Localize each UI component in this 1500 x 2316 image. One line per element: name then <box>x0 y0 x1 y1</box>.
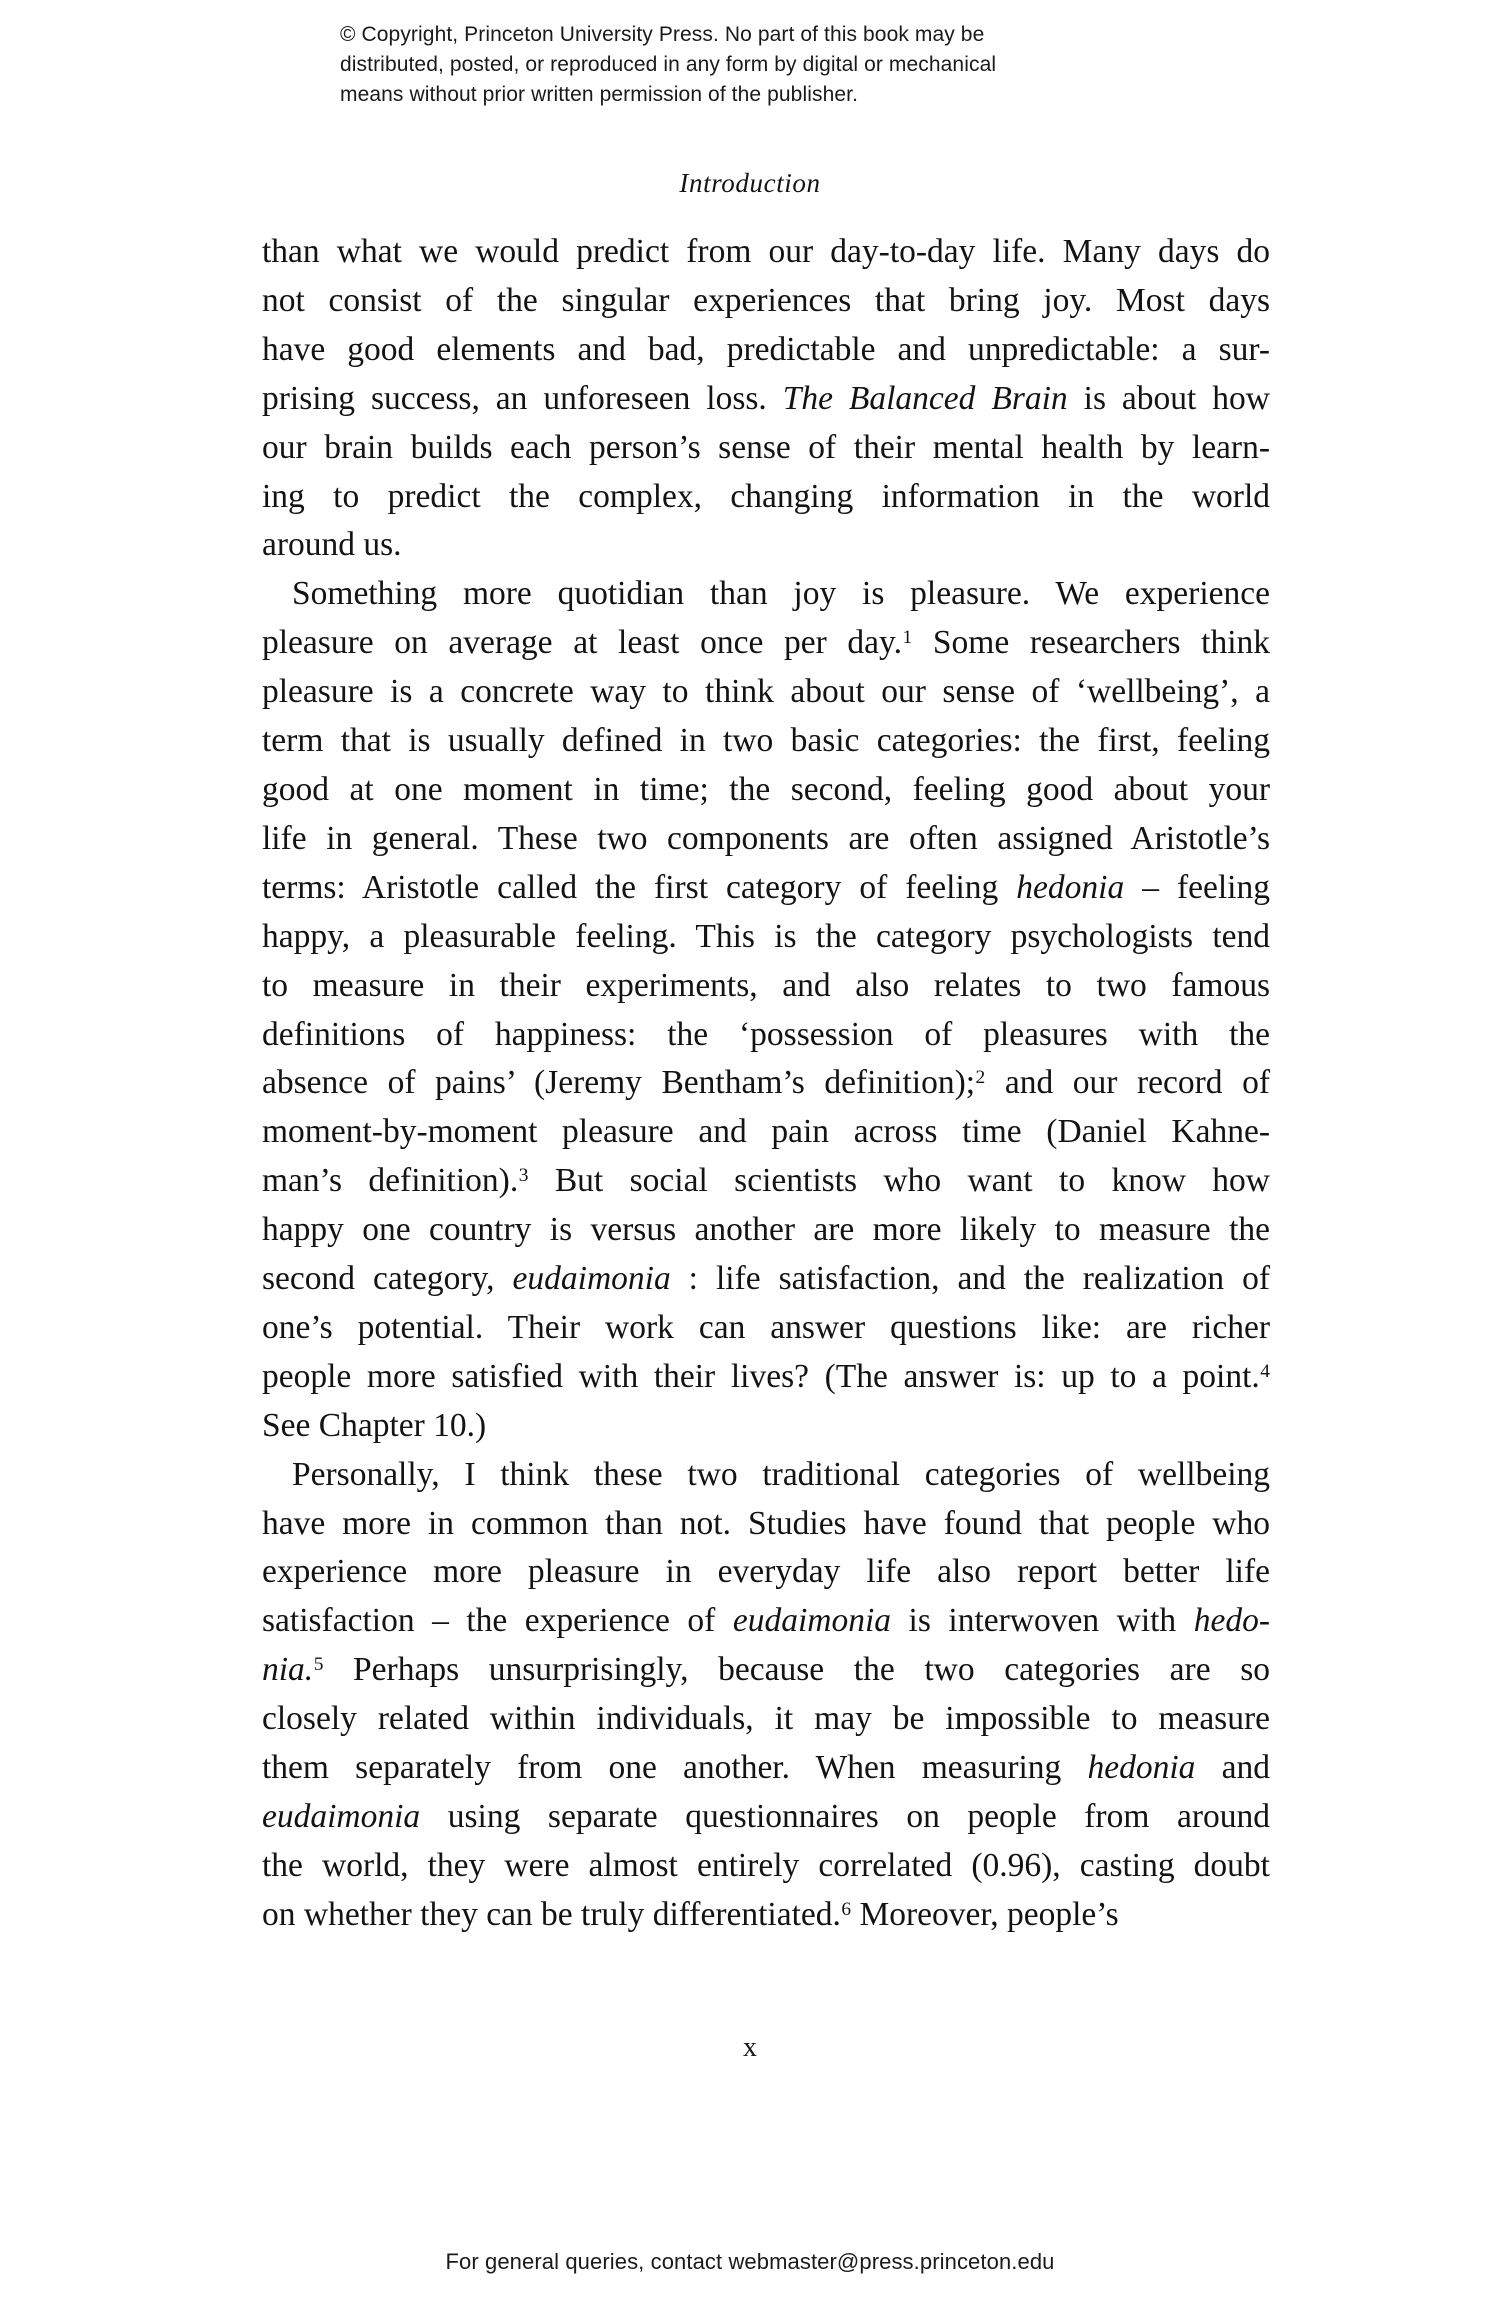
line-segment: Some researchers think <box>912 624 1270 662</box>
line-segment: pleasure on average at least once per day. <box>262 624 902 662</box>
text-line: closely related within individuals, it may be impossible to measure <box>262 1700 1270 1738</box>
line-segment: absence of pains’ (Jeremy Bentham’s definition); <box>262 1064 976 1102</box>
text-line: around us. <box>262 526 402 564</box>
text-line <box>262 1059 1270 1108</box>
body-text <box>262 228 1270 1940</box>
term-hedonia-italic: hedo- <box>1193 1602 1270 1640</box>
text-line <box>262 1255 1270 1304</box>
text-line <box>262 1891 1270 1940</box>
line-segment: – feeling <box>1124 868 1270 906</box>
text-line: pleasure is a concrete way to think about our sense of ‘wellbeing’, a <box>262 673 1270 711</box>
text-line: have more in common than not. Studies have found that people who <box>262 1504 1270 1542</box>
text-line <box>262 1793 1270 1842</box>
text-line <box>262 1353 1270 1402</box>
copyright-line-1: © Copyright, Princeton University Press. No part of this book may be <box>340 23 985 46</box>
line-segment: satisfaction – the experience of <box>262 1602 733 1640</box>
text-line: one’s potential. Their work can answer questions like: are richer <box>262 1308 1270 1346</box>
copyright-line-2: distributed, posted, or reproduced in any form by digital or mechanical <box>340 52 997 76</box>
text-line: Personally, I think these two traditional categories of wellbeing <box>292 1455 1270 1493</box>
line-segment: second category, <box>262 1260 513 1298</box>
term-eudaimonia-italic: eudaimonia <box>512 1260 671 1298</box>
text-line: have good elements and bad, predictable and unpredictable: a sur- <box>262 330 1270 368</box>
line-segment: using separate questionnaires on people from around <box>420 1798 1270 1835</box>
footnote-marker-5: 5 <box>313 1654 324 1676</box>
running-head: Introduction <box>679 168 821 198</box>
line-segment: prising success, an unforeseen loss. <box>262 379 783 417</box>
footnote-marker-3: 3 <box>518 1165 529 1187</box>
text-line: term that is usually defined in two basic categories: the first, feeling <box>262 722 1270 760</box>
line-segment: them separately from one another. When measuring <box>262 1749 1088 1787</box>
term-hedonia-italic: hedonia <box>1087 1749 1196 1787</box>
text-line <box>262 375 1270 424</box>
text-line: the world, they were almost entirely correlated (0.96), casting doubt <box>262 1846 1270 1884</box>
line-segment: people more satisfied with their lives? (The answer is: up to a point. <box>262 1357 1260 1395</box>
copyright-line-3: means without prior written permission of the publisher. <box>340 82 859 106</box>
text-line <box>262 1744 1270 1793</box>
footnote-marker-4: 4 <box>1260 1360 1270 1382</box>
text-line: happy one country is versus another are more likely to measure the <box>262 1211 1270 1249</box>
text-line: not consist of the singular experiences that bring joy. Most days <box>262 281 1270 319</box>
term-hedonia-italic: hedonia <box>1016 868 1125 906</box>
text-line <box>262 1157 1270 1206</box>
line-segment: : life satisfaction, and the realization of <box>670 1260 1271 1298</box>
text-line <box>262 1597 1270 1646</box>
text-line <box>262 619 1270 668</box>
text-line: good at one moment in time; the second, feeling good about your <box>262 770 1270 808</box>
footnote-marker-6: 6 <box>841 1898 852 1920</box>
line-segment: Moreover, people’s <box>851 1895 1119 1933</box>
line-segment: and <box>1195 1749 1270 1787</box>
footer-query-line: For general queries, contact webmaster@press.princeton.edu <box>445 2249 1055 2274</box>
paragraph-3 <box>262 1451 1270 1940</box>
line-segment: man’s definition). <box>262 1162 519 1200</box>
term-eudaimonia-italic: eudaimonia <box>732 1602 892 1640</box>
paragraph-1 <box>262 228 1270 570</box>
text-line: ing to predict the complex, changing information in the world <box>262 477 1270 515</box>
text-line <box>262 864 1270 913</box>
text-line: to measure in their experiments, and also relates to two famous <box>262 966 1270 1004</box>
line-segment: is interwoven with <box>891 1602 1194 1640</box>
line-segment: terms: Aristotle called the first category of feeling <box>262 868 1017 906</box>
line-segment: But social scientists who want to know how <box>528 1162 1271 1200</box>
text-line: See Chapter 10.) <box>262 1406 487 1444</box>
footnote-marker-2: 2 <box>975 1067 986 1089</box>
line-segment: Perhaps unsurprisingly, because the two categories are so <box>323 1651 1270 1689</box>
text-line: our brain builds each person’s sense of their mental health by learn- <box>262 428 1270 466</box>
text-line: life in general. These two components are often assigned Aristotle’s <box>262 819 1270 857</box>
text-line <box>262 1646 1270 1695</box>
term-eudaimonia-italic: eudaimonia <box>262 1798 421 1835</box>
book-title-italic: The Balanced Brain <box>782 379 1068 417</box>
term-hedonia-italic-cont: nia. <box>262 1651 314 1689</box>
text-line: Something more quotidian than joy is pleasure. We experience <box>292 575 1270 613</box>
text-line: definitions of happiness: the ‘possession of pleasures with the <box>262 1015 1270 1053</box>
line-segment: is about how <box>1067 379 1270 417</box>
copyright-notice <box>340 20 1160 109</box>
footnote-marker-1: 1 <box>902 627 913 649</box>
line-segment: and our record of <box>985 1064 1271 1102</box>
text-line: moment-by-moment pleasure and pain across time (Daniel Kahne- <box>262 1113 1270 1151</box>
page-number: x <box>743 2032 757 2063</box>
text-line: happy, a pleasurable feeling. This is the category psychologists tend <box>262 917 1270 955</box>
line-segment: on whether they can be truly differentiated. <box>262 1895 841 1933</box>
paragraph-2 <box>262 570 1270 1450</box>
text-line: experience more pleasure in everyday life also report better life <box>262 1553 1270 1591</box>
text-line: than what we would predict from our day-to-day life. Many days do <box>262 233 1270 270</box>
